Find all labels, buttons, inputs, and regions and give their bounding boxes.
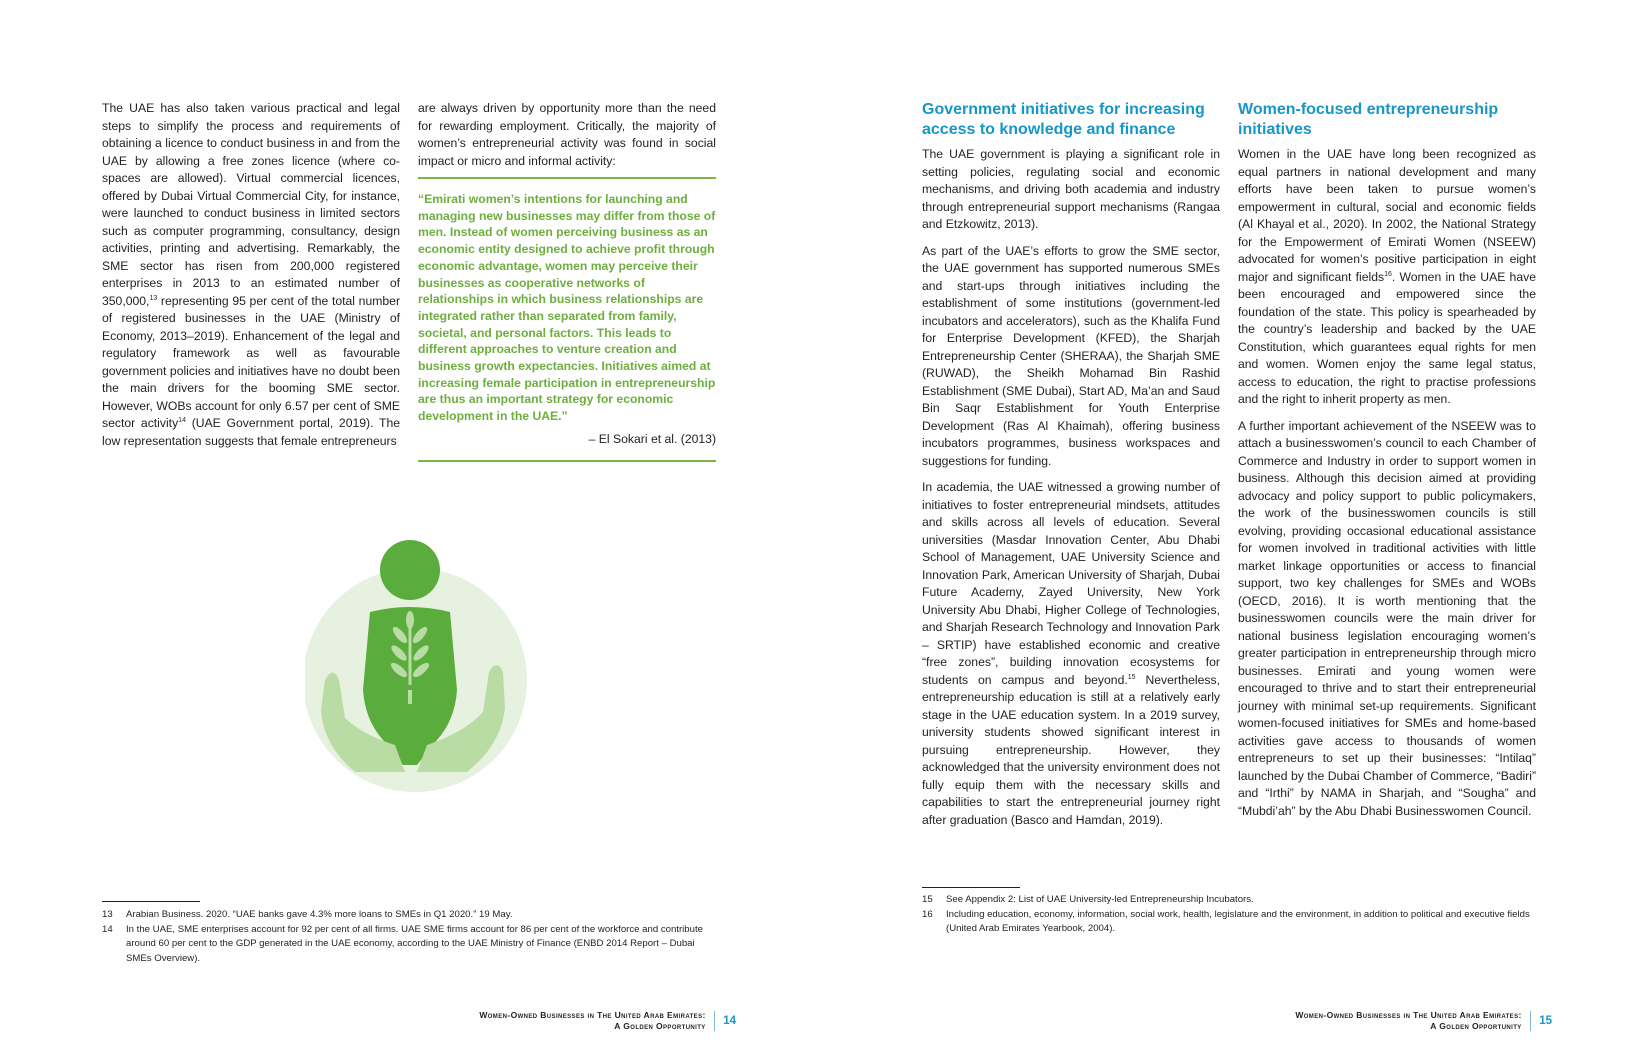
footer-title: Women-Owned Businesses in The United Arab Emirates: A Golden Opportunity xyxy=(479,1010,706,1031)
illustration-head xyxy=(380,540,440,600)
footer-divider xyxy=(714,1011,716,1031)
page-footer-right xyxy=(1295,1010,1552,1032)
right-paragraph: In academia, the UAE witnessed a growing number of initiatives to foster entrepreneurial mindsets, attitudes and skills across all levels of education. Several universities (Masdar Innovation Center, Abu Dhabi School of Management, UAE University Science and Innovation Park, American University of Sharjah, Dubai Future Academy, Zayed University, New York University Abu Dhabi, Higher College of Technologies, and Sharjah Research Technology and Innovation Park – SRTIP) have established economic and creative “free zones”, building innovation ecosystems for students on campus and beyond.$^{15}$ Nevertheless, entrepreneurship education is still at a relatively early stage in the UAE education system. In a 2019 survey, university students showed significant interest in pursuing entrepreneurship. However, they acknowledged that the university environment does not fully equip them with the necessary skills and capabilities to start the entrepreneurial journey right after graduation (Basco and Hamdan, 2019). xyxy=(922,480,1220,827)
left-page-column-2 xyxy=(418,100,716,179)
quote-citation: – El Sokari et al. (2013) xyxy=(588,431,716,446)
section-heading-government: Government initiatives for increasing access to knowledge and finance xyxy=(922,101,1205,138)
page-number: 15 xyxy=(1539,1015,1552,1027)
pull-quote xyxy=(418,177,716,462)
quote-text: “Emirati women’s intentions for launching and managing new businesses may differ from those of men. Instead of women perceiving business as an economic entity designed to achieve profit through economic advantage, women may perceive their businesses as cooperative networks of relationships in which business relationships are integrated rather than separated from family, societal, and personal factors. This leads to different approaches to venture creation and business growth expectancies. Initiatives aimed at increasing female participation in entrepreneurship are thus an important strategy for economic development in the UAE.” xyxy=(418,192,716,424)
footnote: 16 Including education, economy, information, social work, health, legislature and the environment, in addition to political and executive fields (United Arab Emirates Yearbook, 2004). xyxy=(922,908,1530,934)
footer-divider xyxy=(1530,1011,1532,1031)
left-page-column-1 xyxy=(102,100,400,459)
footnotes-right xyxy=(922,893,1536,937)
footnote-divider-right xyxy=(922,887,1020,888)
page-footer-left xyxy=(479,1010,736,1032)
woman-with-plant-in-hands-icon xyxy=(305,540,535,805)
left-paragraph: The UAE has also taken various practical and legal steps to simplify the process and requirements of obtaining a licence to conduct business in and from the UAE by allowing a free zones licence (where co-spaces are allowed). Virtual commercial licences, offered by Dubai Virtual Commercial City, for instance, were launched to conduct business in limited sectors such as computer programming, consultancy, design activities, printing and advertising. Remarkably, the SME sector has risen from 200,000 registered enterprises in 2013 to an estimated number of 350,000,13 representing 95 per cent of the total number of registered businesses in the UAE (Ministry of Economy, 2013–2019). Enhancement of the legal and regulatory framework as well as favourable government policies and initiatives have no doubt been the main drivers for the booming SME sector. However, WOBs account for only 6.57 per cent of SME sector activity$^{14}$ (UAE Government portal, 2019). The low representation suggests that female entrepreneurs xyxy=(102,101,400,448)
footnote: 14 In the UAE, SME enterprises account for 92 per cent of all firms. UAE SME firms account for 86 per cent of the workforce and contribute around 60 per cent to the GDP generated in the UAE economy, according to the UAE Ministry of Finance (ENBD 2014 Report – Dubai SMEs Overview). xyxy=(102,923,703,964)
right-paragraph: A further important achievement of the NSEEW was to attach a businesswomen’s council to each Chamber of Commerce and Industry in order to support women in business. Although this decision aimed at providing advocacy and policy support to public policymakers, the work of the businesswomen councils is still evolving, providing occasional educational assistance for women involved in traditional activities with little market linkage opportunities or access to financial support, two key challenges for SMEs and WOBs (OECD, 2016). It is worth mentioning that the businesswomen councils were the main driver for national business legislation encouraging women’s greater participation in entrepreneurship through micro businesses. Emirati and young women were encouraged to thrive and to start their entrepreneurial journey with minimal set-up requirements. Significant women-focused initiatives for SMEs and home-based activities gave access to thousands of women entrepreneurs to set up their businesses: “Intilaq” launched by the Dubai Chamber of Commerce, “Badiri” and “Irthi” by NAMA in Sharjah, and “Sougha” and “Mubdi’ah” by the Abu Dhabi Businesswomen Council. xyxy=(1238,418,1536,818)
right-paragraph: Women in the UAE have long been recognized as equal partners in national development and many efforts have been taken to pursue women’s empowerment in cultural, social and economic fields (Al Khayal et al., 2020). In 2002, the National Strategy for the Empowerment of Emirati Women (NSEEW) advocated for women’s positive participation in eight major and significant fields$^{16}$. Women in the UAE have been encouraged and empowered since the foundation of the state. This policy is spearheaded by the country’s leadership and backed by the UAE Constitution, which guarantees equal rights for men and women. Women enjoy the same legal status, access to education, the right to practise professions and the right to inherit property as men. xyxy=(1238,147,1536,406)
footnote: 15 See Appendix 2: List of UAE University-led Entrepreneurship Incubators. xyxy=(922,894,1254,905)
footnotes-left xyxy=(102,908,716,966)
right-page-column-2 xyxy=(1238,100,1536,829)
right-paragraph: The UAE government is playing a significant role in setting policies, regulating social and economic mechanisms, and driving both academia and industry through entrepreneurial support mechanisms (Rangaa and Etzkowitz, 2013). xyxy=(922,147,1220,231)
left-paragraph-2: are always driven by opportunity more than the need for rewarding employment. Critically, the majority of women’s entrepreneurial activity was found in social impact or micro and informal activity: xyxy=(418,101,716,168)
section-heading-women-focused: Women-focused entrepreneurship initiatives xyxy=(1238,101,1499,138)
footnote-divider-left xyxy=(102,901,200,902)
page-number: 14 xyxy=(723,1015,736,1027)
footer-title: Women-Owned Businesses in The United Arab Emirates: A Golden Opportunity xyxy=(1295,1010,1522,1031)
right-page-column-1 xyxy=(922,100,1220,838)
footnote: 13 Arabian Business. 2020. “UAE banks gave 4.3% more loans to SMEs in Q1 2020.” 19 May. xyxy=(102,909,513,920)
right-paragraph: As part of the UAE’s efforts to grow the SME sector, the UAE government has supported numerous SMEs and start-ups through initiatives including the establishment of some institutions (government-led incubators and accelerators), such as the Khalifa Fund for Enterprise Development (KFED), the Sharjah Entrepreneurship Center (SHERAA), the Sharjah SME (RUWAD), the Sheikh Mohamad Bin Rashid Establishment (SME Dubai), Start AD, Ma’an and Saud Bin Saqr Establishment for Youth Enterprise Development (Ras Al Khaimah), offering business incubators programmes, business workspaces and suggestions for funding. xyxy=(922,243,1220,468)
